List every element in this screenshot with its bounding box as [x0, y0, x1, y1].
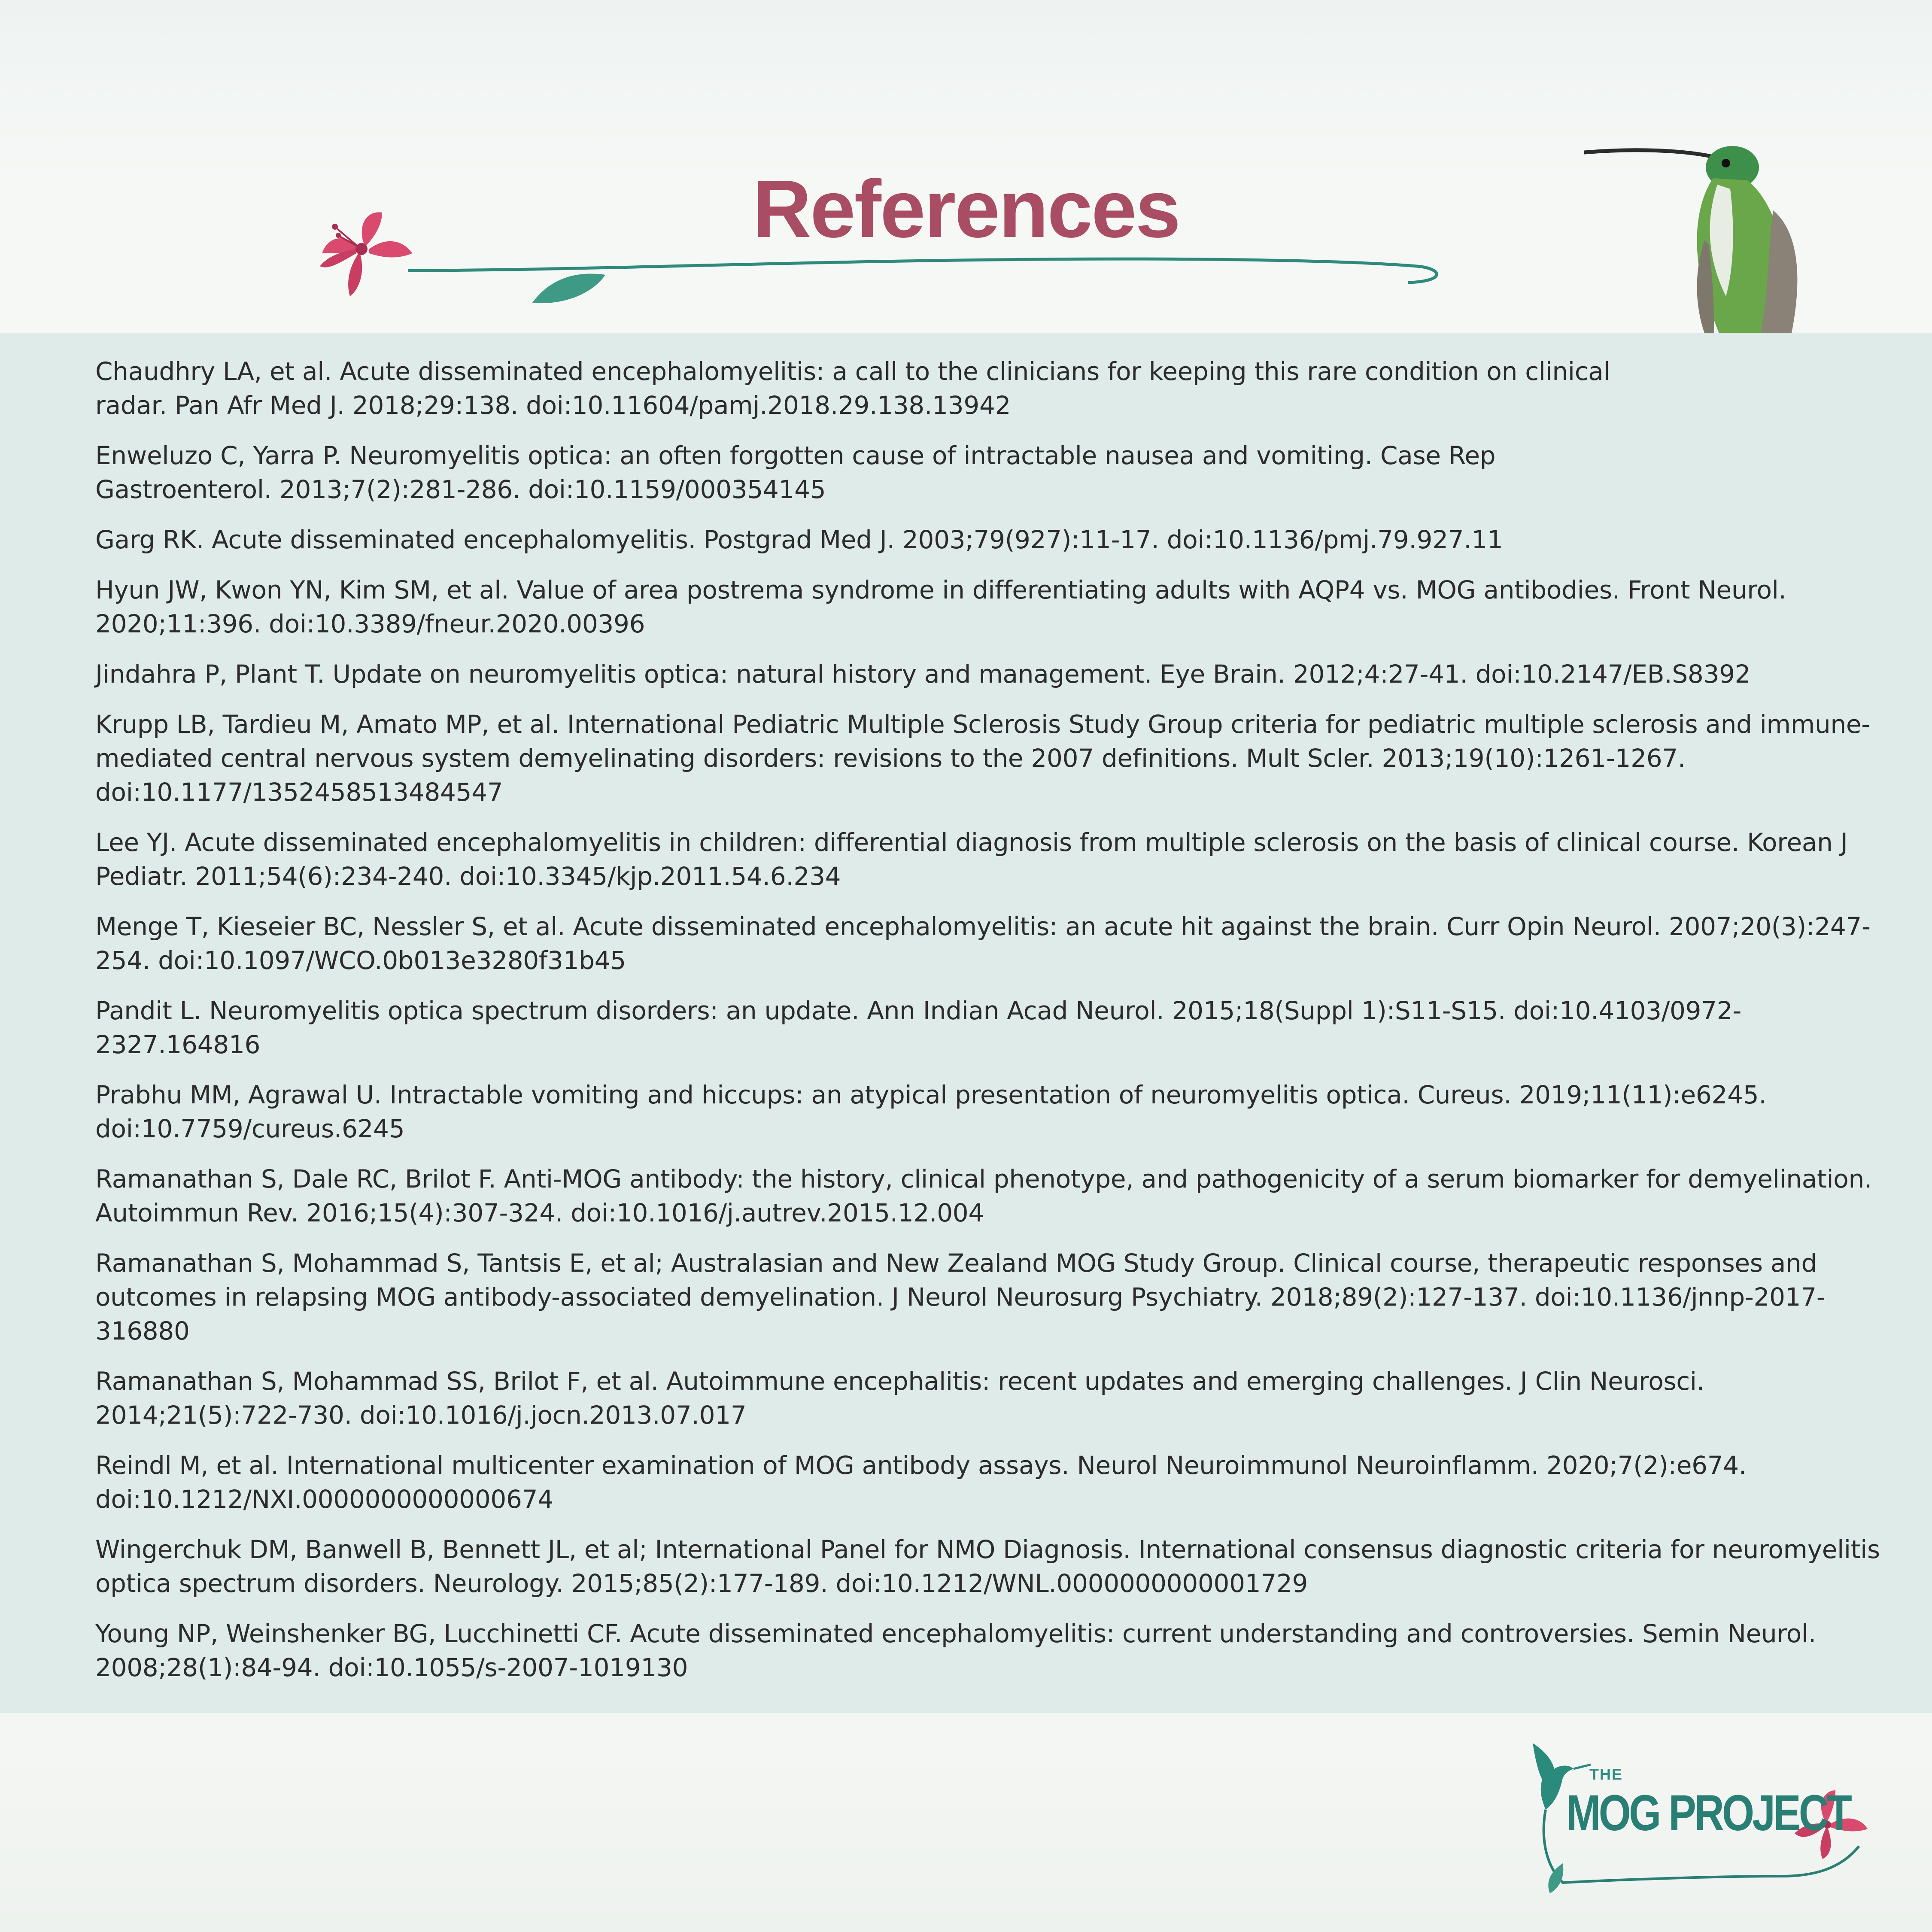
reference-item: Reindl M, et al. International multicenter examination of MOG antibody assays. Neurol Neuroimmunol Neuroinflamm. 2020;7(2):e674. doi:10.1212/NXI.0000000000000674 [95, 1451, 1747, 1514]
lily-flower-icon [320, 212, 412, 296]
reference-item: Ramanathan S, Mohammad S, Tantsis E, et al; Australasian and New Zealand MOG Study Group. Clinical course, therapeutic responses and outcomes in relapsing MOG antibody-associated demyelination. J Neurol Neurosurg Psychiatry. 2018;89(2):127-137. doi:10.1136/jnnp-2017-316880 [95, 1249, 1826, 1346]
reference-item: Hyun JW, Kwon YN, Kim SM, et al. Value of area postrema syndrome in differentiating adults with AQP4 vs. MOG antibodies. Front Neurol. 2020;11:396. doi:10.3389/fneur.2020.00396 [95, 575, 1786, 638]
reference-item: Menge T, Kieseier BC, Nessler S, et al. Acute disseminated encephalomyelitis: an acute hit against the brain. Curr Opin Neurol. 2007;20(3):247-254. doi:10.1097/WCO.0b013e3280f31b45 [95, 912, 1871, 975]
reference-item: Ramanathan S, Mohammad SS, Brilot F, et al. Autoimmune encephalitis: recent updates and emerging challenges. J Clin Neurosci. 2014;21(5):722-730. doi:10.1016/j.jocn.2013.07.017 [95, 1367, 1704, 1430]
mog-project-logo [1516, 1735, 1885, 1898]
reference-item: Jindahra P, Plant T. Update on neuromyelitis optica: natural history and management. Eye Brain. 2012;4:27-41. doi:10.2147/EB.S8392 [95, 659, 1751, 689]
references-list [95, 355, 1899, 1701]
lily-vine-decoration [309, 206, 1554, 318]
reference-item: Enweluzo C, Yarra P. Neuromyelitis optica: an often forgotten cause of intractable nausea and vomiting. Case Rep Gastroenterol. 2013;7(2):281-286. doi:10.1159/000354145 [95, 441, 1496, 504]
reference-item: Ramanathan S, Dale RC, Brilot F. Anti-MOG antibody: the history, clinical phenotype, and pathogenicity of a serum biomarker for demyelination. Autoimmun Rev. 2016;15(4):307-324. doi:10.1016/j.autrev.2015.12.004 [95, 1164, 1872, 1227]
page-title: References [752, 164, 1180, 255]
leaf-decoration [532, 274, 605, 304]
reference-item: Lee YJ. Acute disseminated encephalomyelitis in children: differential diagnosis from multiple sclerosis on the basis of clinical course. Korean J Pediatr. 2011;54(6):234-240. doi:10.3345/kjp.2011.54.6.234 [95, 828, 1848, 891]
reference-item: Pandit L. Neuromyelitis optica spectrum disorders: an update. Ann Indian Acad Neurol. 2015;18(Suppl 1):S11-S15. doi:10.4103/0972-2327.164816 [95, 996, 1741, 1059]
reference-item: Prabhu MM, Agrawal U. Intractable vomiting and hiccups: an atypical presentation of neuromyelitis optica. Cureus. 2019;11(11):e6245. doi:10.7759/cureus.6245 [95, 1080, 1767, 1143]
logo-name-text: MOG PROJECT [1566, 1785, 1850, 1841]
reference-item: Chaudhry LA, et al. Acute disseminated encephalomyelitis: a call to the clinicians for keeping this rare condition on clinical radar. Pan Afr Med J. 2018;29:138. doi:10.11604/pamj.2018.29.138.13942 [95, 357, 1610, 420]
reference-item: Garg RK. Acute disseminated encephalomyelitis. Postgrad Med J. 2003;79(927):11-17. doi:10.1136/pmj.79.927.11 [95, 525, 1503, 554]
reference-item: Wingerchuk DM, Banwell B, Bennett JL, et al; International Panel for NMO Diagnosis. International consensus diagnostic criteria for neuromyelitis optica spectrum disorders. Neurology. 2015;85(2):177-189. doi:10.1212/WNL.0000000000001729 [95, 1535, 1880, 1598]
reference-item: Young NP, Weinshenker BG, Lucchinetti CF. Acute disseminated encephalomyelitis: current understanding and controversies. Semin Neurol. 2008;28(1):84-94. doi:10.1055/s-2007-1019130 [95, 1619, 1816, 1682]
logo-the-text: THE [1589, 1765, 1623, 1783]
reference-item: Krupp LB, Tardieu M, Amato MP, et al. International Pediatric Multiple Sclerosis Study Group criteria for pediatric multiple sclerosis and immune-mediated central nervous system demyelinating disorders: revisions to the 2007 definitions. Mult Scler. 2013;19(10):1261-1267. doi:10.1177/1352458513484547 [95, 710, 1870, 807]
